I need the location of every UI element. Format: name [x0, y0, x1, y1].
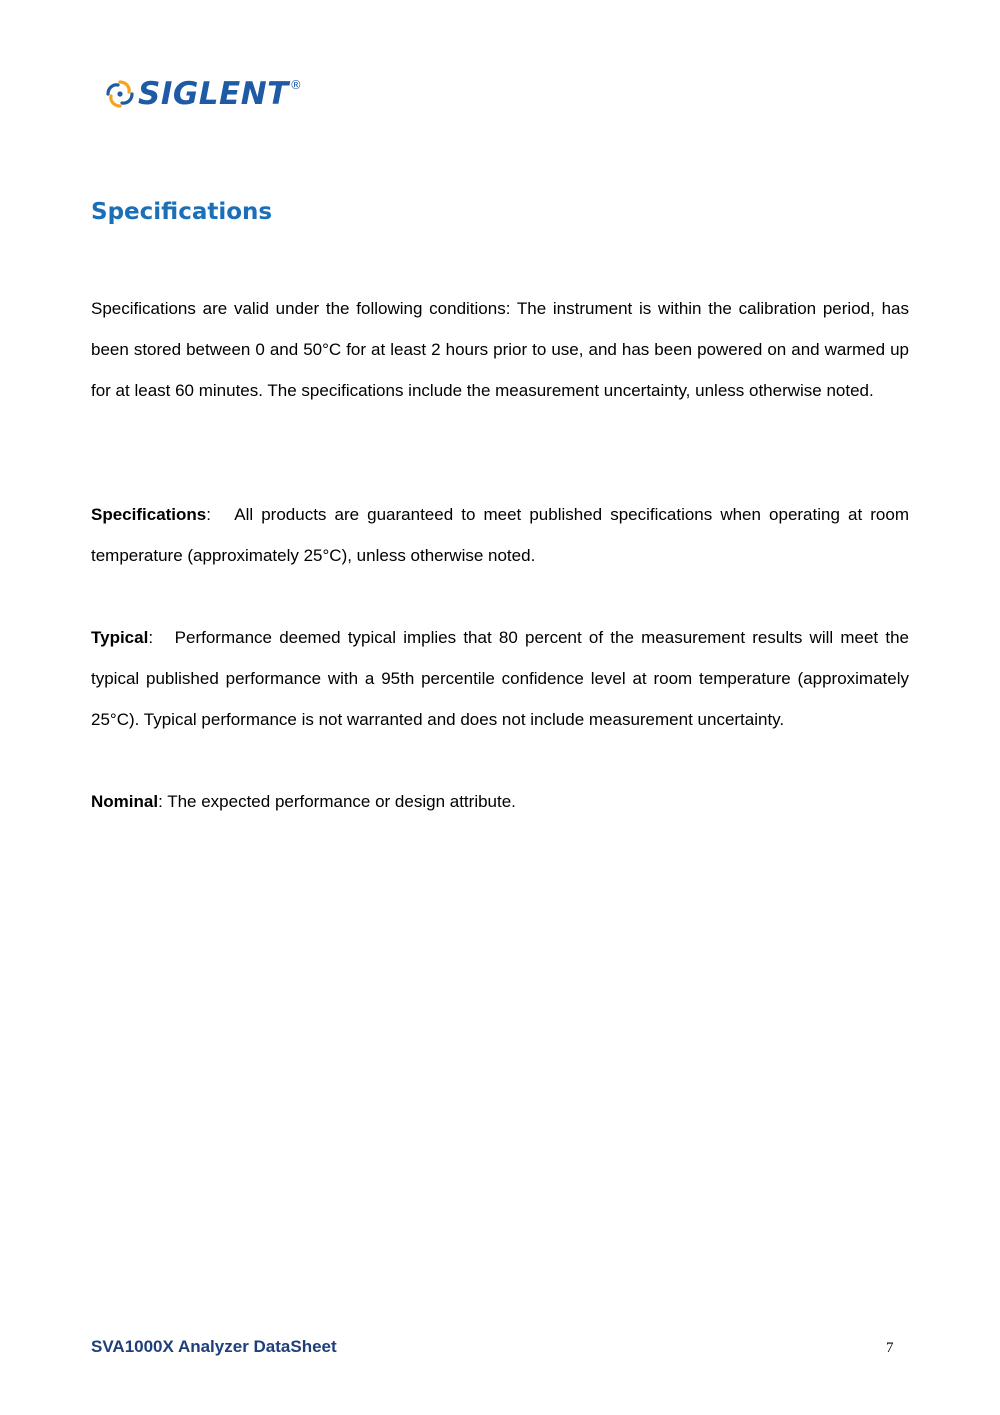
- page-title: Specifications: [91, 199, 273, 225]
- definition-separator: :: [148, 628, 175, 647]
- registered-mark: ®: [289, 78, 302, 92]
- siglent-swirl-icon: [104, 78, 136, 110]
- footer-document-title: SVA1000X Analyzer DataSheet: [91, 1337, 337, 1356]
- definition-typical: [91, 617, 909, 741]
- definition-term: Specifications: [91, 505, 207, 524]
- definition-term: Nominal: [91, 792, 159, 811]
- definition-separator: :: [206, 505, 235, 524]
- siglent-logo: [104, 74, 302, 114]
- definition-text: Performance deemed typical implies that 80 percent of the measurement results will meet the typical published performance with a 95th percentile confidence level at room temperature (approximately 25°C). Typical performance is not warranted and does not include measurement uncertainty.: [91, 628, 909, 730]
- definition-term: Typical: [91, 628, 149, 647]
- definition-text: All products are guaranteed to meet published specifications when operating at room temperature (approximately 25°C), unless otherwise noted.: [91, 505, 909, 566]
- definition-text: The expected performance or design attribute.: [167, 792, 516, 811]
- intro-paragraph: Specifications are valid under the following conditions: The instrument is within the calibration period, has been stored between 0 and 50°C for at least 2 hours prior to use, and has been powered on and warmed up for at least 60 minutes. The specifications include the measurement uncertainty, unless otherwise noted.: [91, 299, 909, 401]
- definition-separator: :: [158, 792, 168, 811]
- page-number: 7: [886, 1340, 894, 1356]
- definition-nominal: [91, 781, 909, 822]
- definition-specifications: [91, 494, 909, 576]
- logo-wordmark: SIGLENT: [138, 75, 289, 112]
